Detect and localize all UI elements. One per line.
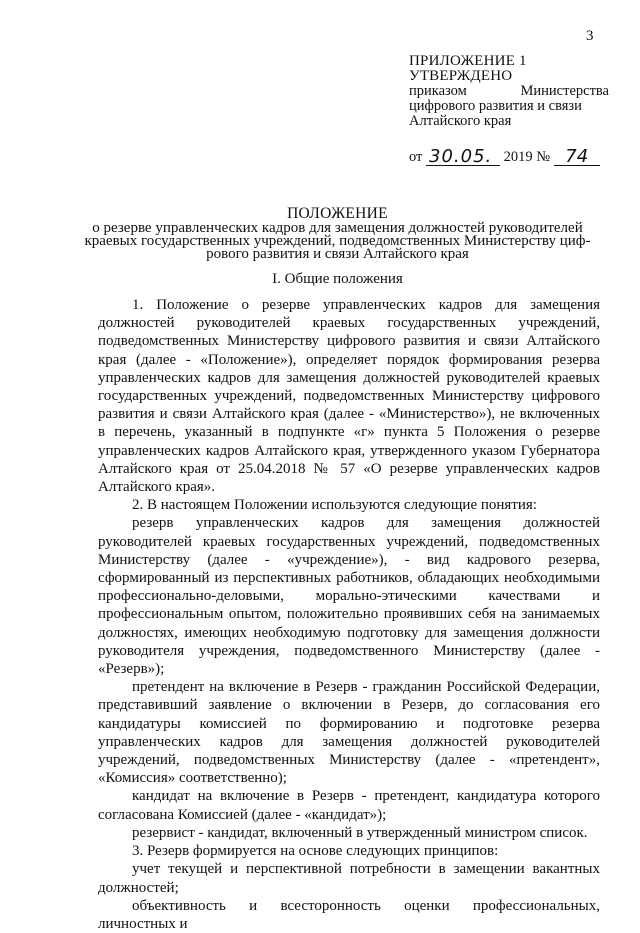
paragraph: резерв управленческих кадров для замещения должностей руководителей краевых государственных учреждений, подведомственных Министерству (далее - «учреждение»), - вид кадрового резерва, сформированный из перспективных работников, обладающих необходимыми профессионально-деловыми, морально-этическими качествами и профессиональным опытом, положительно проявивших себя на занимаемых должностях, имеющих необходимую подготовку для замещения должности руководителя учреждения, подведомственного Министерству (далее - «Резерв»); bbox=[98, 515, 600, 678]
order-date-line bbox=[409, 146, 609, 167]
date-prefix: от bbox=[409, 149, 423, 165]
paragraph: 3. Резерв формируется на основе следующих принципов: bbox=[132, 843, 499, 860]
approval-block bbox=[409, 54, 609, 166]
title-line-1: о резерве управленческих кадров для замещения должностей руководителей bbox=[92, 220, 583, 236]
approved-label: УТВЕРЖДЕНО bbox=[409, 68, 513, 84]
paragraph: объективность и всесторонность оценки профессиональных, личностных и bbox=[98, 897, 600, 932]
ministry-line-3: Алтайского края bbox=[409, 113, 512, 129]
appendix-label: ПРИЛОЖЕНИЕ 1 bbox=[409, 53, 527, 69]
page-number: 3 bbox=[586, 28, 594, 44]
title-line-3: рового развития и связи Алтайского края bbox=[206, 246, 469, 262]
body-text bbox=[98, 296, 600, 933]
order-word: приказом bbox=[409, 83, 467, 99]
handwritten-order-number: 74 bbox=[554, 149, 600, 166]
title-line-2: краевых государственных учреждений, подведомственных Министерству циф- bbox=[84, 233, 591, 249]
title-heading: ПОЛОЖЕНИЕ bbox=[287, 205, 388, 222]
ministry-word: Министерства bbox=[520, 83, 609, 99]
paragraph: учет текущей и перспективной потребности в замещении вакантных должностей; bbox=[98, 861, 600, 896]
paragraph: 2. В настоящем Положении используются следующие понятия: bbox=[132, 497, 537, 514]
section-heading: I. Общие положения bbox=[272, 271, 403, 287]
document-title bbox=[70, 207, 605, 261]
paragraph: претендент на включение в Резерв - гражданин Российской Федерации, представивший заявление о включении в Резерв, до согласования его кандидатуры комиссией по формированию и подготовке резерва управленческих кадров для замещения должностей руководителей учреждений, подведомственных Министерству (далее - «претендент», «Комиссия» соответственно); bbox=[98, 679, 600, 787]
paragraph: резервист - кандидат, включенный в утвержденный министром список. bbox=[132, 824, 588, 841]
paragraph: кандидат на включение в Резерв - претендент, кандидатура которого согласована Комиссией (далее - «кандидат»); bbox=[98, 788, 600, 823]
handwritten-date: 30.05. bbox=[426, 149, 500, 166]
paragraph: 1. Положение о резерве управленческих кадров для замещения должностей руководителей краевых государственных учреждений, подведомственных Министерству цифрового развития и связи Алтайского края (далее - «Положение»), определяет порядок формирования резерва управленческих кадров для замещения должностей руководителей краевых государственных учреждений, подведомственных Министерству цифрового развития и связи Алтайского края (далее - «Министерство»), не включенных в перечень, указанный в подпункте «г» пункта 5 Положения о резерве управленческих кадров Алтайского края, утвержденного указом Губернатора Алтайского края от 25.04.2018 № 57 «О резерве управленческих кадров Алтайского края». bbox=[98, 297, 600, 496]
year-number-label: 2019 № bbox=[503, 149, 551, 165]
ministry-line-2: цифрового развития и связи bbox=[409, 98, 582, 114]
order-line bbox=[409, 84, 609, 99]
